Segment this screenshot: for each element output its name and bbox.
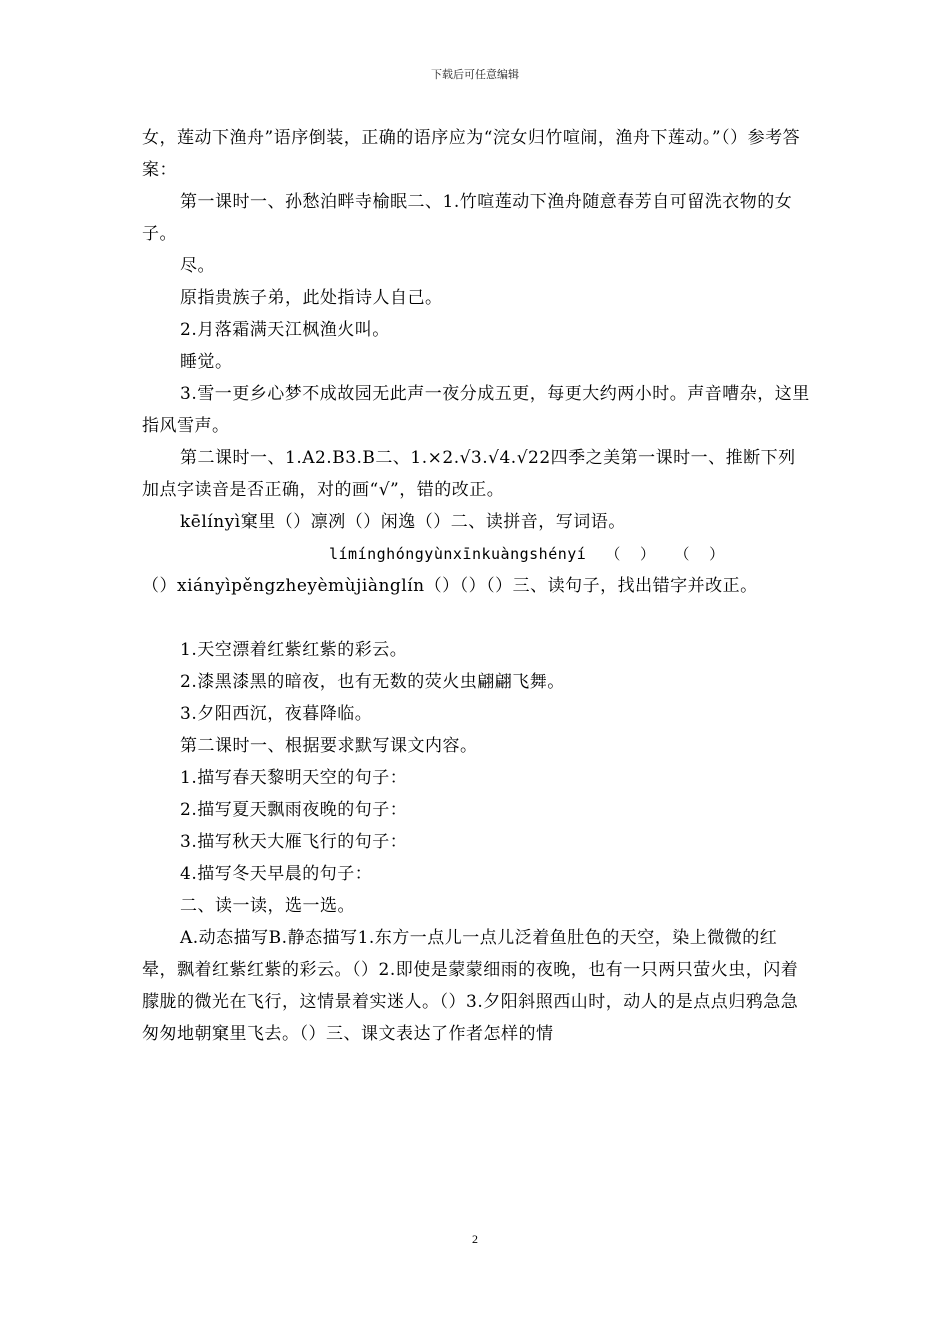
section-heading: 第二课时一、根据要求默写课文内容。	[180, 736, 478, 756]
sentence-3: 3.夕阳西沉，夜暮降临。	[180, 704, 373, 724]
question-1: 1.描写春天黎明天空的句子：	[180, 768, 408, 788]
sentence-2: 2.漆黑漆黑的暗夜，也有无数的荧火虫翩翩飞舞。	[180, 672, 565, 692]
sentence-1: 1.天空漂着红紫红紫的彩云。	[180, 640, 408, 660]
paragraph-7: 3.雪一更乡心梦不成故园无此声一夜分成五更，每更大约两小时。声音嘈杂，这里指风雪声。	[142, 384, 810, 436]
pinyin-line-2: （）xiányìpěngzheyèmùjiànglín（）（）（）三、读句子，找出错字并改正。	[142, 576, 758, 596]
page-number: 2	[472, 1232, 478, 1246]
paragraph-9: kēlínyì窠里（）凛冽（）闲逸（）二、读拼音，写词语。	[180, 512, 626, 532]
page-header: 下载后可任意编辑	[431, 68, 519, 81]
document-body	[142, 122, 810, 1050]
exercise-heading: 二、读一读，选一选。	[180, 896, 355, 916]
paragraph-4: 原指贵族子弟，此处指诗人自己。	[180, 288, 443, 308]
paragraph-6: 睡觉。	[180, 352, 233, 372]
paragraph-3: 尽。	[180, 256, 215, 276]
question-4: 4.描写冬天早晨的句子：	[180, 864, 373, 884]
blank-line	[142, 602, 810, 634]
pinyin-line-1: límínghóngyùnxīnkuàngshényí （ ） （ ）	[329, 545, 725, 563]
paragraph-8: 第二课时一、1.A2.B3.B二、1.×2.√3.√4.√22四季之美第一课时一、推断下列加点字读音是否正确，对的画“√”，错的改正。	[142, 448, 796, 500]
paragraph-2: 第一课时一、孙愁泊畔寺榆眠二、1.竹喧莲动下渔舟随意春芳自可留洗衣物的女子。	[142, 192, 793, 244]
paragraph-1: 女，莲动下渔舟”语序倒装，正确的语序应为“浣女归竹喧闹，渔舟下莲动。”（）参考答案：	[142, 128, 801, 180]
exercise-text: A.动态描写B.静态描写1.东方一点儿一点儿泛着鱼肚色的天空，染上微微的红晕，飘着红紫红紫的彩云。（）2.即使是蒙蒙细雨的夜晚，也有一只两只萤火虫，闪着朦胧的微光在飞行，这情景着实迷人。（）3.夕阳斜照西山时，动人的是点点归鸦急急匆匆地朝窠里飞去。（）三、课文表达了作者怎样的情	[142, 928, 799, 1044]
question-2: 2.描写夏天飘雨夜晚的句子：	[180, 800, 408, 820]
question-3: 3.描写秋天大雁飞行的句子：	[180, 832, 408, 852]
paragraph-5: 2.月落霜满天江枫渔火叫。	[180, 320, 390, 340]
